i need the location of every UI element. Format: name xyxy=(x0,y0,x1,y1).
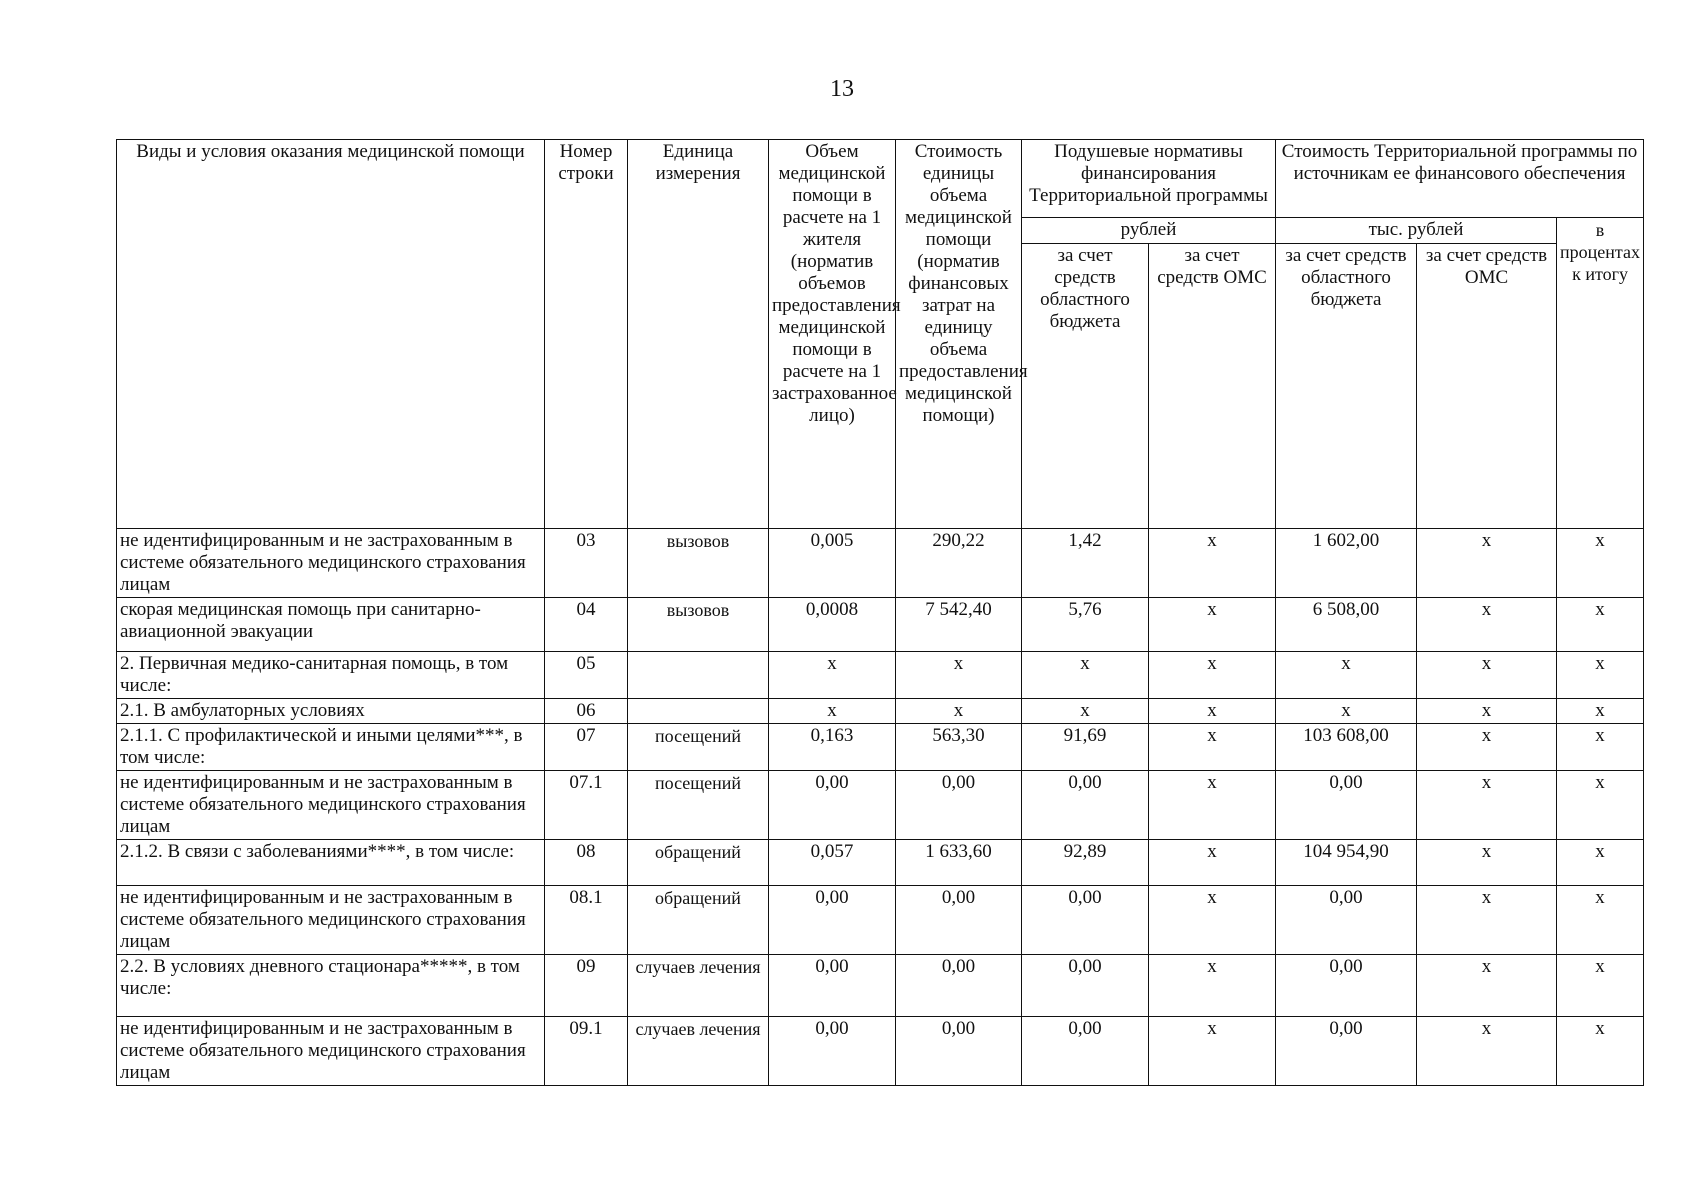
row-volume: 0,00 xyxy=(769,886,896,955)
row-pc-budget: 1,42 xyxy=(1022,529,1149,598)
row-name: 2.1.2. В связи с заболеваниями****, в том числе: xyxy=(117,840,545,886)
row-cost: 7 542,40 xyxy=(896,598,1022,652)
row-pc-oms: x xyxy=(1149,955,1276,1017)
row-number: 08 xyxy=(545,840,628,886)
row-pr-oms: x xyxy=(1417,699,1557,724)
funding-table xyxy=(116,139,1644,1086)
table-row xyxy=(117,652,1644,699)
header-thous-rub: тыс. рублей xyxy=(1276,218,1557,244)
row-pc-budget: 0,00 xyxy=(1022,1017,1149,1086)
row-pc-oms: x xyxy=(1149,699,1276,724)
row-number: 06 xyxy=(545,699,628,724)
page-number: 13 xyxy=(830,76,854,102)
row-pc-budget: 0,00 xyxy=(1022,771,1149,840)
row-volume: 0,0008 xyxy=(769,598,896,652)
table-row xyxy=(117,771,1644,840)
table-row xyxy=(117,598,1644,652)
row-volume: 0,00 xyxy=(769,1017,896,1086)
row-percent: x xyxy=(1557,598,1644,652)
row-pc-oms: x xyxy=(1149,598,1276,652)
row-pc-budget: 92,89 xyxy=(1022,840,1149,886)
row-number: 03 xyxy=(545,529,628,598)
row-unit: посещений xyxy=(628,724,769,771)
row-pr-budget: 0,00 xyxy=(1276,771,1417,840)
row-unit xyxy=(628,699,769,724)
row-pc-budget: 5,76 xyxy=(1022,598,1149,652)
row-unit: вызовов xyxy=(628,529,769,598)
header-row-1 xyxy=(117,140,1644,218)
row-pc-oms: x xyxy=(1149,652,1276,699)
row-pr-budget: 6 508,00 xyxy=(1276,598,1417,652)
row-pc-oms: x xyxy=(1149,724,1276,771)
table-row xyxy=(117,955,1644,1017)
row-cost: 0,00 xyxy=(896,771,1022,840)
row-name: не идентифицированным и не застрахованным в системе обязательного медицинского страхования лицам xyxy=(117,771,545,840)
row-volume: x xyxy=(769,652,896,699)
row-number: 05 xyxy=(545,652,628,699)
row-unit: посещений xyxy=(628,771,769,840)
header-rub: рублей xyxy=(1022,218,1276,244)
row-pr-oms: x xyxy=(1417,840,1557,886)
table-row xyxy=(117,529,1644,598)
row-volume: 0,00 xyxy=(769,955,896,1017)
row-cost: 0,00 xyxy=(896,1017,1022,1086)
row-cost: 563,30 xyxy=(896,724,1022,771)
header-row-number: Номер строки xyxy=(545,140,628,529)
row-name: не идентифицированным и не застрахованным в системе обязательного медицинского страхования лицам xyxy=(117,886,545,955)
row-pr-budget: 1 602,00 xyxy=(1276,529,1417,598)
table-row xyxy=(117,724,1644,771)
row-number: 07 xyxy=(545,724,628,771)
table-row xyxy=(117,699,1644,724)
row-pc-oms: x xyxy=(1149,1017,1276,1086)
row-cost: 290,22 xyxy=(896,529,1022,598)
row-cost: 1 633,60 xyxy=(896,840,1022,886)
row-name: не идентифицированным и не застрахованным в системе обязательного медицинского страхования лицам xyxy=(117,1017,545,1086)
row-percent: x xyxy=(1557,955,1644,1017)
header-pc-oms: за счет средств ОМС xyxy=(1149,244,1276,529)
row-pr-budget: x xyxy=(1276,652,1417,699)
header-per-capita: Подушевые нормативы финансирования Территориальной программы xyxy=(1022,140,1276,218)
row-percent: x xyxy=(1557,840,1644,886)
row-pc-oms: x xyxy=(1149,771,1276,840)
row-cost: 0,00 xyxy=(896,886,1022,955)
table-row xyxy=(117,840,1644,886)
row-unit xyxy=(628,652,769,699)
table-row xyxy=(117,886,1644,955)
row-cost: 0,00 xyxy=(896,955,1022,1017)
row-pr-budget: 104 954,90 xyxy=(1276,840,1417,886)
table-row xyxy=(117,1017,1644,1086)
header-pr-oms: за счет средств ОМС xyxy=(1417,244,1557,529)
row-percent: x xyxy=(1557,699,1644,724)
header-unit-cost: Стоимость единицы объема медицинской помощи (норматив финансовых затрат на единицу объема предоставления медицинской помощи) xyxy=(896,140,1022,529)
row-pr-oms: x xyxy=(1417,771,1557,840)
row-volume: 0,163 xyxy=(769,724,896,771)
header-pr-budget: за счет средств областного бюджета xyxy=(1276,244,1417,529)
row-pr-oms: x xyxy=(1417,886,1557,955)
row-number: 09 xyxy=(545,955,628,1017)
row-pr-budget: x xyxy=(1276,699,1417,724)
row-unit: случаев лечения xyxy=(628,1017,769,1086)
row-pr-oms: x xyxy=(1417,598,1557,652)
row-name: 2.1.1. С профилактической и иными целями***, в том числе: xyxy=(117,724,545,771)
row-percent: x xyxy=(1557,724,1644,771)
row-percent: x xyxy=(1557,1017,1644,1086)
header-pc-budget: за счет средств областного бюджета xyxy=(1022,244,1149,529)
row-cost: x xyxy=(896,652,1022,699)
row-number: 08.1 xyxy=(545,886,628,955)
row-name: 2.1. В амбулаторных условиях xyxy=(117,699,545,724)
row-pr-budget: 103 608,00 xyxy=(1276,724,1417,771)
row-pr-budget: 0,00 xyxy=(1276,1017,1417,1086)
row-name: 2.2. В условиях дневного стационара*****, в том числе: xyxy=(117,955,545,1017)
row-pc-budget: 0,00 xyxy=(1022,955,1149,1017)
row-name: не идентифицированным и не застрахованным в системе обязательного медицинского страхования лицам xyxy=(117,529,545,598)
row-name: 2. Первичная медико-санитарная помощь, в том числе: xyxy=(117,652,545,699)
row-pc-budget: x xyxy=(1022,699,1149,724)
row-name: скорая медицинская помощь при санитарно-авиационной эвакуации xyxy=(117,598,545,652)
row-pr-oms: x xyxy=(1417,529,1557,598)
row-volume: x xyxy=(769,699,896,724)
header-type: Виды и условия оказания медицинской помощи xyxy=(117,140,545,529)
row-unit: вызовов xyxy=(628,598,769,652)
row-pc-budget: 91,69 xyxy=(1022,724,1149,771)
row-unit: обращений xyxy=(628,840,769,886)
row-number: 09.1 xyxy=(545,1017,628,1086)
row-percent: x xyxy=(1557,652,1644,699)
row-percent: x xyxy=(1557,529,1644,598)
row-pr-budget: 0,00 xyxy=(1276,955,1417,1017)
row-percent: x xyxy=(1557,771,1644,840)
row-volume: 0,00 xyxy=(769,771,896,840)
row-pc-oms: x xyxy=(1149,886,1276,955)
header-unit: Единица измерения xyxy=(628,140,769,529)
row-pr-budget: 0,00 xyxy=(1276,886,1417,955)
row-pc-budget: x xyxy=(1022,652,1149,699)
row-pr-oms: x xyxy=(1417,955,1557,1017)
header-volume: Объем медицинской помощи в расчете на 1 жителя (норматив объемов предоставления медицинской помощи в расчете на 1 застрахованное лицо) xyxy=(769,140,896,529)
row-pr-oms: x xyxy=(1417,652,1557,699)
row-volume: 0,057 xyxy=(769,840,896,886)
row-number: 07.1 xyxy=(545,771,628,840)
row-cost: x xyxy=(896,699,1022,724)
row-volume: 0,005 xyxy=(769,529,896,598)
header-program-cost: Стоимость Территориальной программы по источникам ее финансового обеспечения xyxy=(1276,140,1644,218)
row-unit: обращений xyxy=(628,886,769,955)
row-pc-budget: 0,00 xyxy=(1022,886,1149,955)
row-pr-oms: x xyxy=(1417,1017,1557,1086)
header-percent: в процентах к итогу xyxy=(1557,218,1644,529)
row-pc-oms: x xyxy=(1149,840,1276,886)
row-percent: x xyxy=(1557,886,1644,955)
row-pc-oms: x xyxy=(1149,529,1276,598)
row-unit: случаев лечения xyxy=(628,955,769,1017)
row-pr-oms: x xyxy=(1417,724,1557,771)
row-number: 04 xyxy=(545,598,628,652)
